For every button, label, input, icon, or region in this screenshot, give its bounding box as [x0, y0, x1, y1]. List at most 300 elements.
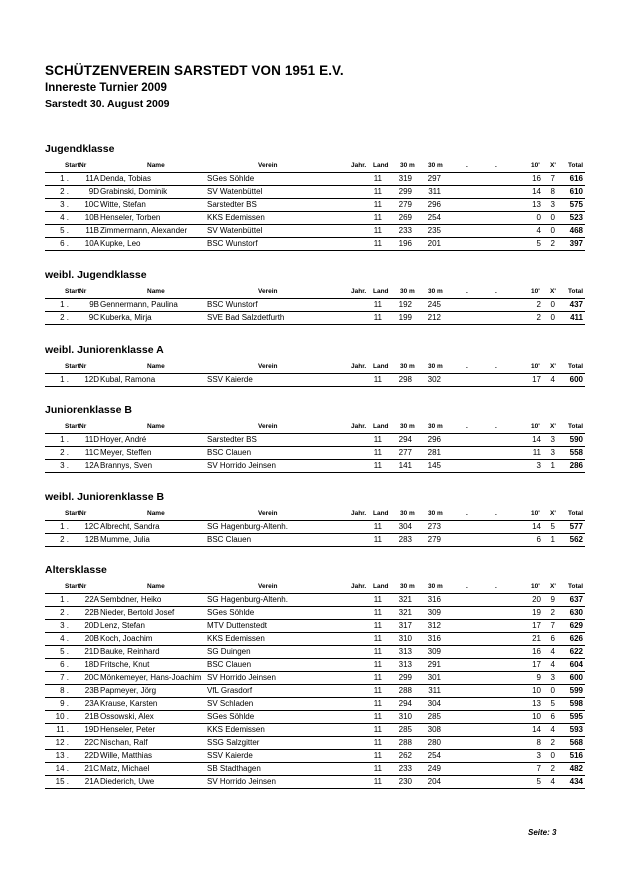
score-30m-first: 321 — [398, 608, 412, 617]
x-count: 7 — [550, 174, 555, 183]
start-number: 22D — [84, 751, 99, 760]
land-code: 11 — [373, 647, 382, 656]
column-header-jahr: Jahr. — [351, 363, 367, 370]
score-30m-second: 311 — [428, 686, 441, 695]
table-row — [45, 607, 585, 620]
column-header-s30a: 30 m — [400, 162, 415, 169]
score-30m-first: 277 — [398, 448, 412, 457]
total-score: 397 — [569, 239, 583, 248]
column-header-start: Start — [65, 583, 80, 590]
athlete-name: Nieder, Bertold Josef — [100, 608, 175, 617]
tens-count: 2 — [536, 300, 541, 309]
place: 15 . — [55, 777, 69, 786]
column-header-name: Name — [147, 583, 165, 590]
score-30m-first: 310 — [398, 712, 412, 721]
start-number: 9D — [88, 187, 99, 196]
land-code: 11 — [373, 738, 382, 747]
club-name: BSC Wunstorf — [207, 300, 258, 309]
column-header-verein: Verein — [258, 583, 278, 590]
land-code: 11 — [373, 686, 382, 695]
land-code: 11 — [373, 699, 382, 708]
column-header-land: Land — [373, 363, 389, 370]
score-30m-second: 316 — [427, 595, 441, 604]
column-header-dot2: . — [495, 288, 497, 295]
column-header-verein: Verein — [258, 510, 278, 517]
total-score: 411 — [570, 313, 583, 322]
start-number: 20B — [84, 634, 99, 643]
land-code: 11 — [373, 621, 382, 630]
place: 2 . — [60, 187, 69, 196]
column-header-jahr: Jahr. — [351, 510, 367, 517]
land-code: 11 — [373, 751, 382, 760]
start-number: 21A — [84, 777, 99, 786]
table-row — [45, 173, 585, 186]
athlete-name: Meyer, Steffen — [100, 448, 152, 457]
results-section — [45, 142, 585, 251]
tens-count: 4 — [536, 226, 541, 235]
total-score: 610 — [569, 187, 583, 196]
tens-count: 14 — [532, 187, 541, 196]
total-score: 590 — [569, 435, 583, 444]
score-30m-second: 296 — [427, 200, 441, 209]
club-name: KKS Edemissen — [207, 634, 265, 643]
start-number: 23B — [84, 686, 99, 695]
column-header-name: Name — [147, 288, 165, 295]
club-name: SGes Söhlde — [207, 712, 255, 721]
table-row — [45, 238, 585, 251]
score-30m-second: 296 — [427, 435, 441, 444]
athlete-name: Albrecht, Sandra — [100, 522, 160, 531]
land-code: 11 — [373, 300, 382, 309]
table-row — [45, 299, 585, 312]
column-header-s30a: 30 m — [400, 583, 415, 590]
table-row — [45, 685, 585, 698]
start-number: 9B — [89, 300, 99, 309]
table-row — [45, 620, 585, 633]
column-header-x: X' — [550, 583, 556, 590]
start-number: 10B — [84, 213, 99, 222]
start-number: 10A — [84, 239, 99, 248]
column-header-ten: 10' — [531, 162, 540, 169]
athlete-name: Matz, Michael — [100, 764, 150, 773]
section-title: weibl. Juniorenklasse B — [45, 491, 165, 503]
club-name: SSV Kaierde — [207, 751, 253, 760]
score-30m-first: 283 — [398, 535, 412, 544]
athlete-name: Lenz, Stefan — [100, 621, 145, 630]
table-row — [45, 737, 585, 750]
section-title: Juniorenklasse B — [45, 404, 132, 416]
place: 3 . — [60, 621, 69, 630]
x-count: 0 — [550, 686, 555, 695]
athlete-name: Mönkemeyer, Hans-Joachim — [100, 673, 202, 682]
x-count: 2 — [550, 738, 555, 747]
score-30m-first: 310 — [398, 634, 412, 643]
score-30m-second: 245 — [427, 300, 441, 309]
score-30m-second: 311 — [428, 187, 441, 196]
score-30m-second: 145 — [427, 461, 441, 470]
place: 5 . — [60, 647, 69, 656]
place: 9 . — [60, 699, 69, 708]
column-header-total: Total — [568, 423, 584, 430]
place: 11 . — [56, 725, 69, 734]
score-30m-first: 230 — [398, 777, 412, 786]
score-30m-first: 294 — [398, 435, 412, 444]
athlete-name: Nischan, Ralf — [100, 738, 148, 747]
table-row — [45, 594, 585, 607]
start-number: 20D — [84, 621, 99, 630]
tens-count: 13 — [532, 200, 541, 209]
score-30m-second: 212 — [427, 313, 441, 322]
total-score: 622 — [569, 647, 583, 656]
place: 14 . — [55, 764, 69, 773]
start-number: 21B — [84, 712, 99, 721]
column-header-s30b: 30 m — [428, 288, 443, 295]
athlete-name: Kubal, Ramona — [100, 375, 156, 384]
land-code: 11 — [373, 448, 382, 457]
club-name: SG Hagenburg-Altenh. — [207, 595, 288, 604]
table-header — [45, 419, 585, 434]
column-header-start: Start — [65, 423, 80, 430]
column-header-s30b: 30 m — [428, 423, 443, 430]
score-30m-second: 201 — [427, 239, 441, 248]
column-header-nr: Nr — [79, 423, 87, 430]
results-section — [45, 268, 585, 325]
score-30m-first: 313 — [398, 647, 412, 656]
total-score: 593 — [569, 725, 583, 734]
column-header-s30b: 30 m — [428, 363, 443, 370]
athlete-name: Diederich, Uwe — [100, 777, 155, 786]
x-count: 0 — [550, 751, 555, 760]
start-number: 19D — [84, 725, 99, 734]
column-header-dot1: . — [466, 162, 468, 169]
score-30m-second: 316 — [427, 634, 441, 643]
tens-count: 9 — [536, 673, 541, 682]
start-number: 12B — [84, 535, 99, 544]
table-header — [45, 506, 585, 521]
score-30m-first: 317 — [398, 621, 412, 630]
column-header-start: Start — [65, 510, 80, 517]
column-header-s30b: 30 m — [428, 510, 443, 517]
total-score: 286 — [569, 461, 583, 470]
land-code: 11 — [373, 522, 382, 531]
tens-count: 10 — [532, 686, 541, 695]
tens-count: 13 — [532, 699, 541, 708]
column-header-dot1: . — [466, 510, 468, 517]
section-title: Jugendklasse — [45, 143, 115, 155]
column-header-name: Name — [147, 423, 165, 430]
club-name: SSV Kaierde — [207, 375, 253, 384]
score-30m-second: 308 — [427, 725, 441, 734]
results-section — [45, 403, 585, 473]
tens-count: 5 — [536, 777, 541, 786]
start-number: 18D — [84, 660, 99, 669]
x-count: 1 — [550, 535, 555, 544]
land-code: 11 — [373, 213, 382, 222]
table-row — [45, 633, 585, 646]
score-30m-second: 235 — [427, 226, 441, 235]
tens-count: 11 — [532, 448, 541, 457]
score-30m-second: 309 — [427, 608, 441, 617]
score-30m-first: 321 — [398, 595, 412, 604]
x-count: 4 — [550, 725, 555, 734]
score-30m-second: 273 — [427, 522, 441, 531]
score-30m-first: 192 — [398, 300, 412, 309]
column-header-verein: Verein — [258, 423, 278, 430]
total-score: 434 — [569, 777, 583, 786]
column-header-nr: Nr — [79, 288, 87, 295]
x-count: 9 — [550, 595, 555, 604]
club-name: BSC Clauen — [207, 448, 252, 457]
table-row — [45, 534, 585, 547]
start-number: 22B — [84, 608, 99, 617]
score-30m-first: 262 — [398, 751, 412, 760]
column-header-name: Name — [147, 363, 165, 370]
score-30m-second: 301 — [427, 673, 441, 682]
x-count: 4 — [550, 660, 555, 669]
tens-count: 14 — [532, 522, 541, 531]
score-30m-first: 285 — [398, 725, 412, 734]
tens-count: 3 — [536, 461, 541, 470]
tens-count: 17 — [532, 621, 541, 630]
athlete-name: Wille, Matthias — [100, 751, 153, 760]
start-number: 12A — [84, 461, 99, 470]
athlete-name: Kupke, Leo — [100, 239, 141, 248]
column-header-verein: Verein — [258, 288, 278, 295]
section-title: Altersklasse — [45, 564, 107, 576]
table-row — [45, 711, 585, 724]
column-header-land: Land — [373, 288, 389, 295]
place: 1 . — [60, 375, 69, 384]
total-score: 637 — [569, 595, 583, 604]
score-30m-first: 288 — [398, 738, 412, 747]
column-header-x: X' — [550, 423, 556, 430]
total-score: 516 — [569, 751, 583, 760]
land-code: 11 — [373, 200, 382, 209]
athlete-name: Grabinski, Dominik — [100, 187, 168, 196]
table-header — [45, 284, 585, 299]
score-30m-second: 281 — [427, 448, 441, 457]
club-name: SV Watenbüttel — [207, 187, 263, 196]
score-30m-second: 291 — [427, 660, 441, 669]
table-row — [45, 659, 585, 672]
total-score: 600 — [569, 375, 583, 384]
table-row — [45, 724, 585, 737]
athlete-name: Fritsche, Knut — [100, 660, 150, 669]
club-name: SVE Bad Salzdetfurth — [207, 313, 285, 322]
x-count: 0 — [550, 213, 555, 222]
land-code: 11 — [373, 226, 382, 235]
club-name: KKS Edemissen — [207, 213, 265, 222]
athlete-name: Henseler, Peter — [100, 725, 156, 734]
column-header-jahr: Jahr. — [351, 162, 367, 169]
score-30m-second: 304 — [427, 699, 441, 708]
tens-count: 7 — [536, 764, 541, 773]
start-number: 10C — [84, 200, 99, 209]
results-section — [45, 343, 585, 387]
x-count: 5 — [550, 699, 555, 708]
column-header-start: Start — [65, 363, 80, 370]
x-count: 3 — [550, 448, 555, 457]
athlete-name: Gennermann, Paulina — [100, 300, 178, 309]
place: 10 . — [55, 712, 69, 721]
club-name: SG Duingen — [207, 647, 251, 656]
place: 3 . — [60, 200, 69, 209]
athlete-name: Krause, Karsten — [100, 699, 158, 708]
column-header-land: Land — [373, 583, 389, 590]
x-count: 7 — [550, 621, 555, 630]
column-header-x: X' — [550, 363, 556, 370]
column-header-s30a: 30 m — [400, 510, 415, 517]
club-name: SGes Söhlde — [207, 174, 255, 183]
x-count: 3 — [550, 435, 555, 444]
athlete-name: Mumme, Julia — [100, 535, 150, 544]
table-row — [45, 521, 585, 534]
land-code: 11 — [373, 660, 382, 669]
score-30m-first: 233 — [398, 226, 412, 235]
club-name: KKS Edemissen — [207, 725, 265, 734]
place: 2 . — [60, 535, 69, 544]
column-header-ten: 10' — [531, 583, 540, 590]
score-30m-first: 313 — [398, 660, 412, 669]
column-header-dot2: . — [495, 423, 497, 430]
athlete-name: Brannys, Sven — [100, 461, 153, 470]
start-number: 12C — [84, 522, 99, 531]
column-header-ten: 10' — [531, 363, 540, 370]
score-30m-second: 302 — [427, 375, 441, 384]
column-header-total: Total — [568, 288, 584, 295]
x-count: 5 — [550, 522, 555, 531]
land-code: 11 — [373, 435, 382, 444]
page-number: Seite: 3 — [528, 828, 557, 837]
page-subtitle: Innereste Turnier 2009 — [45, 82, 167, 94]
total-score: 437 — [569, 300, 583, 309]
club-name: SV Horrido Jeinsen — [207, 777, 276, 786]
section-title: weibl. Jugendklasse — [45, 269, 147, 281]
column-header-ten: 10' — [531, 423, 540, 430]
score-30m-first: 141 — [398, 461, 412, 470]
score-30m-first: 288 — [398, 686, 412, 695]
land-code: 11 — [373, 608, 382, 617]
tens-count: 21 — [532, 634, 541, 643]
column-header-ten: 10' — [531, 288, 540, 295]
score-30m-first: 196 — [398, 239, 412, 248]
column-header-s30b: 30 m — [428, 162, 443, 169]
total-score: 595 — [569, 712, 583, 721]
column-header-total: Total — [568, 583, 584, 590]
column-header-dot1: . — [466, 583, 468, 590]
column-header-nr: Nr — [79, 363, 87, 370]
score-30m-second: 312 — [427, 621, 441, 630]
place: 12 . — [55, 738, 69, 747]
x-count: 3 — [550, 200, 555, 209]
column-header-start: Start — [65, 288, 80, 295]
column-header-land: Land — [373, 162, 389, 169]
column-header-dot2: . — [495, 363, 497, 370]
tens-count: 6 — [536, 535, 541, 544]
x-count: 2 — [550, 764, 555, 773]
column-header-ten: 10' — [531, 510, 540, 517]
x-count: 0 — [550, 300, 555, 309]
column-header-verein: Verein — [258, 162, 278, 169]
x-count: 0 — [550, 313, 555, 322]
place: 6 . — [60, 239, 69, 248]
total-score: 523 — [569, 213, 583, 222]
club-name: SV Horrido Jeinsen — [207, 673, 276, 682]
column-header-s30a: 30 m — [400, 423, 415, 430]
score-30m-second: 249 — [427, 764, 441, 773]
score-30m-second: 254 — [427, 751, 441, 760]
column-header-name: Name — [147, 510, 165, 517]
club-name: SV Watenbüttel — [207, 226, 263, 235]
place: 6 . — [60, 660, 69, 669]
column-header-name: Name — [147, 162, 165, 169]
place: 1 . — [60, 300, 69, 309]
total-score: 598 — [569, 699, 583, 708]
total-score: 577 — [569, 522, 583, 531]
table-row — [45, 447, 585, 460]
table-header — [45, 158, 585, 173]
score-30m-first: 319 — [398, 174, 412, 183]
column-header-dot1: . — [466, 423, 468, 430]
total-score: 575 — [569, 200, 583, 209]
total-score: 558 — [569, 448, 583, 457]
table-row — [45, 225, 585, 238]
total-score: 482 — [569, 764, 583, 773]
club-name: Sarstedter BS — [207, 200, 257, 209]
column-header-dot1: . — [466, 288, 468, 295]
tens-count: 5 — [536, 239, 541, 248]
table-row — [45, 672, 585, 685]
column-header-dot2: . — [495, 162, 497, 169]
land-code: 11 — [373, 535, 382, 544]
athlete-name: Sembdner, Heiko — [100, 595, 162, 604]
table-row — [45, 763, 585, 776]
table-row — [45, 186, 585, 199]
place: 2 . — [60, 608, 69, 617]
column-header-nr: Nr — [79, 162, 87, 169]
club-name: SG Hagenburg-Altenh. — [207, 522, 288, 531]
land-code: 11 — [373, 764, 382, 773]
table-row — [45, 750, 585, 763]
tens-count: 19 — [532, 608, 541, 617]
tens-count: 16 — [532, 647, 541, 656]
column-header-verein: Verein — [258, 363, 278, 370]
start-number: 12D — [84, 375, 99, 384]
tens-count: 20 — [532, 595, 541, 604]
x-count: 4 — [550, 375, 555, 384]
place: 7 . — [60, 673, 69, 682]
club-name: SGes Söhlde — [207, 608, 255, 617]
results-section — [45, 490, 585, 547]
score-30m-first: 233 — [398, 764, 412, 773]
start-number: 11D — [84, 435, 99, 444]
column-header-total: Total — [568, 363, 584, 370]
event-date: Sarstedt 30. August 2009 — [45, 98, 170, 110]
start-number: 21C — [84, 764, 99, 773]
athlete-name: Zimmermann, Alexander — [100, 226, 188, 235]
column-header-x: X' — [550, 288, 556, 295]
score-30m-second: 297 — [427, 174, 441, 183]
start-number: 20C — [84, 673, 99, 682]
column-header-total: Total — [568, 510, 584, 517]
score-30m-first: 299 — [398, 187, 412, 196]
land-code: 11 — [373, 313, 382, 322]
table-row — [45, 460, 585, 473]
start-number: 9C — [88, 313, 99, 322]
column-header-jahr: Jahr. — [351, 288, 367, 295]
total-score: 629 — [569, 621, 583, 630]
table-row — [45, 646, 585, 659]
